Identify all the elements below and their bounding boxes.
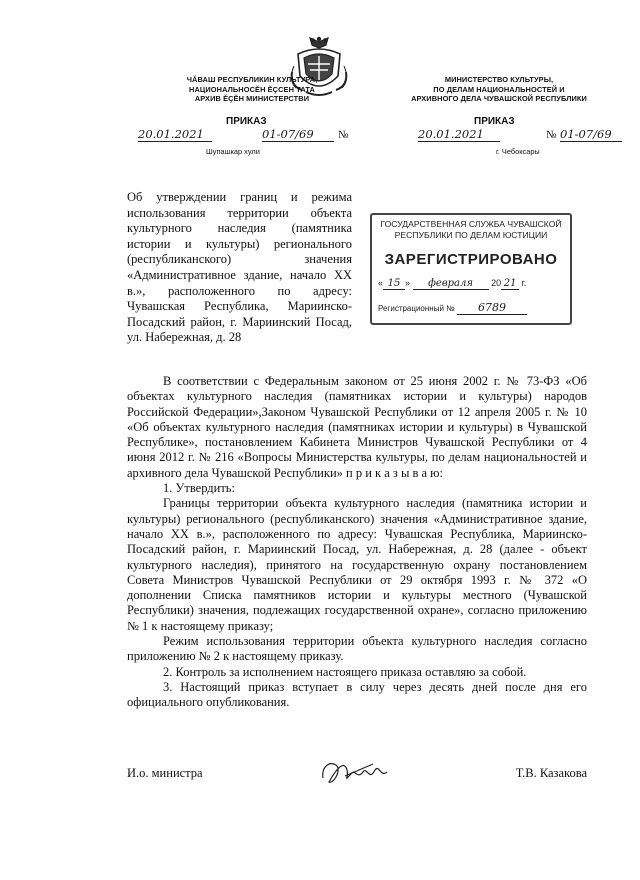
prikaz-title-right: ПРИКАЗ xyxy=(474,116,515,127)
prikaz-number-right: 01-07/69 xyxy=(560,127,622,142)
prikaz-number-left: 01-07/69 xyxy=(262,127,334,142)
signatory-name: Т.В. Казакова xyxy=(515,766,587,780)
number-sign-left: № xyxy=(338,129,349,141)
prikaz-date-line-left xyxy=(138,127,358,145)
stamp-year-unit: г. xyxy=(521,278,527,288)
document-body xyxy=(127,374,587,711)
registration-stamp xyxy=(370,213,572,325)
ministry-name-chuvash-line: АРХИВ ĔÇĔН МИНИСТЕРСТВИ xyxy=(194,94,310,104)
ministry-name-chuvash xyxy=(158,75,346,104)
city-russian: г. Чебоксары xyxy=(496,147,540,156)
stamp-agency-line: ГОСУДАРСТВЕННАЯ СЛУЖБА ЧУВАШСКОЙ xyxy=(380,219,562,229)
document-title: Об утверждении границ и режима использования территории объекта культурного наследия (памятника истории и культуры) регионального (республиканского) значения «Административное здание, начало ХХ в.», расположенного по адресу: Чувашская Республика, Мариинско-Посадский район, г. Мариинский Посад, ул. Набережная, д. 28 xyxy=(127,190,352,345)
ministry-name-russian-line: МИНИСТЕРСТВО КУЛЬТУРЫ, xyxy=(444,75,554,84)
stamp-date: « 15 » февраля 20 21 г. xyxy=(378,278,527,289)
stamp-day: 15 xyxy=(383,278,405,290)
stamp-agency xyxy=(372,219,570,241)
stamp-agency-line: РЕСПУБЛИКИ ПО ДЕЛАМ ЮСТИЦИИ xyxy=(394,230,548,240)
ministry-name-russian xyxy=(398,75,600,104)
body-paragraph: В соответствии с Федеральным законом от 25 июня 2002 г. № 73-ФЗ «Об объектах культурного наследия (памятниках истории и культуры) народов Российской Федерации»,Законом Чувашской Республики от 12 апреля 2005 г. № 10 «Об объектах культурного наследия (памятниках истории и культуры) в Чувашской Республике», постановлением Кабинета Министров Чувашской Республики от 4 июня 2012 г. № 216 «Вопросы Министерства культуры, по делам национальностей и архивного дела Чувашской Республики» п р и к а з ы в а ю: xyxy=(127,374,587,480)
ministry-name-chuvash-line: НАЦИОНАЛЬНОСĔН ĔÇСЕН ТАТА xyxy=(189,84,315,94)
prikaz-date-right: 20.01.2021 xyxy=(418,127,500,142)
body-paragraph: 3. Настоящий приказ вступает в силу через десять дней после дня его официального опубликования. xyxy=(127,679,587,710)
stamp-reg-number: 6789 xyxy=(457,301,527,315)
ministry-name-russian-line: ПО ДЕЛАМ НАЦИОНАЛЬНОСТЕЙ И xyxy=(433,84,565,94)
body-paragraph: 1. Утвердить: xyxy=(163,481,235,496)
body-paragraph: Границы территории объекта культурного наследия (памятника истории и культуры) регионального (республиканского) значения «Административное здание, начало ХХ в.», расположенного по адресу: Чувашская Республика, Мариинско-Посадский район, г. Мариинский Посад, ул. Набережная, д. 28 (далее - объект культурного наследия), принятого на государственную охрану постановлением Совета Министров Чувашской Республики от 29 октября 1993 г. № 372 «О дополнении Списка памятников истории и культуры местного (Чувашской Республики) значения, подлежащих государственной охране», согласно приложению № 1 к настоящему приказу; xyxy=(127,496,587,633)
prikaz-date-line-right xyxy=(418,127,628,145)
stamp-reg-label: Регистрационный № xyxy=(378,304,455,313)
ministry-name-russian-line: АРХИВНОГО ДЕЛА ЧУВАШСКОЙ РЕСПУБЛИКИ xyxy=(411,94,587,104)
stamp-year-prefix: 20 xyxy=(491,278,502,288)
body-paragraph: 2. Контроль за исполнением настоящего приказа оставляю за собой. xyxy=(163,664,527,679)
stamp-registered-label: ЗАРЕГИСТРИРОВАНО xyxy=(384,251,558,268)
handwritten-signature xyxy=(317,756,397,790)
stamp-registration-number xyxy=(378,301,566,315)
signature-row xyxy=(127,764,587,792)
signatory-position: И.о. министра xyxy=(127,766,203,780)
body-paragraph: Режим использования территории объекта культурного наследия согласно приложению № 2 к настоящему приказу. xyxy=(127,634,587,664)
city-chuvash: Шупашкар хули xyxy=(206,147,260,156)
stamp-year-suffix: 21 xyxy=(501,278,519,290)
ministry-name-chuvash-line: ЧĂВАШ РЕСПУБЛИКИН КУЛЬТУРА, xyxy=(186,75,318,84)
stamp-month: февраля xyxy=(413,278,489,290)
prikaz-date-left: 20.01.2021 xyxy=(138,127,212,142)
prikaz-title-left: ПРИКАЗ xyxy=(226,116,267,127)
number-sign-right: № xyxy=(546,129,557,141)
